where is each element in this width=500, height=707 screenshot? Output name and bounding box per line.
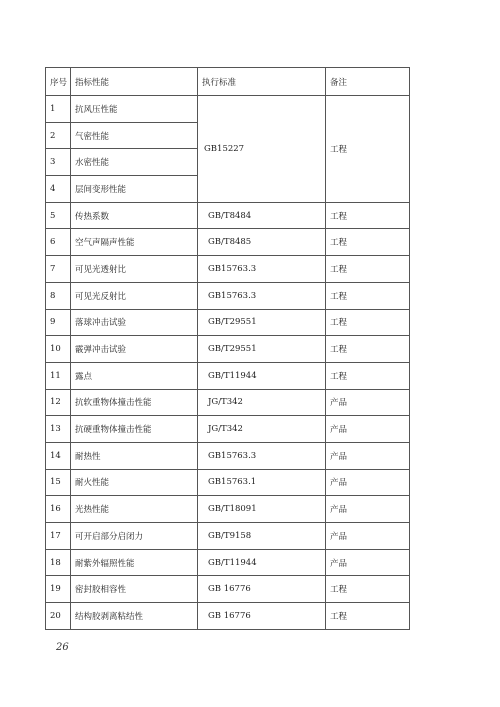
row-remark: 产品 xyxy=(326,389,410,416)
table-row xyxy=(46,549,410,576)
row-standard: GB 16776 xyxy=(198,576,326,603)
row-seq: 17 xyxy=(46,523,71,550)
row-seq: 12 xyxy=(46,389,71,416)
row-indicator: 空气声隔声性能 xyxy=(71,229,198,256)
row-standard: GB 16776 xyxy=(198,603,326,630)
row-standard: GB/T11944 xyxy=(198,362,326,389)
row-remark: 工程 xyxy=(326,256,410,283)
row-seq: 9 xyxy=(46,309,71,336)
row-remark: 工程 xyxy=(326,202,410,229)
row-indicator: 抗风压性能 xyxy=(71,96,198,123)
row-standard: JG/T342 xyxy=(198,389,326,416)
row-remark: 工程 xyxy=(326,362,410,389)
row-seq: 10 xyxy=(46,336,71,363)
row-remark: 产品 xyxy=(326,549,410,576)
row-remark: 工程 xyxy=(326,603,410,630)
row-indicator: 霰弹冲击试验 xyxy=(71,336,198,363)
row-seq: 20 xyxy=(46,603,71,630)
row-seq: 11 xyxy=(46,362,71,389)
row-indicator: 水密性能 xyxy=(71,149,198,176)
row-standard: JG/T342 xyxy=(198,416,326,443)
row-seq: 3 xyxy=(46,149,71,176)
row-remark: 产品 xyxy=(326,523,410,550)
table-row xyxy=(46,336,410,363)
table-row xyxy=(46,469,410,496)
row-seq: 18 xyxy=(46,549,71,576)
row-seq: 14 xyxy=(46,442,71,469)
row-seq: 19 xyxy=(46,576,71,603)
group-standard: GB15227 xyxy=(198,96,326,203)
row-remark: 产品 xyxy=(326,442,410,469)
row-indicator: 光热性能 xyxy=(71,496,198,523)
header-remark: 备注 xyxy=(326,68,410,96)
row-remark: 工程 xyxy=(326,229,410,256)
row-seq: 7 xyxy=(46,256,71,283)
row-indicator: 层间变形性能 xyxy=(71,176,198,203)
table-header-row xyxy=(46,68,410,96)
row-seq: 15 xyxy=(46,469,71,496)
table-row xyxy=(46,96,410,123)
header-indicator: 指标性能 xyxy=(71,68,198,96)
standards-table xyxy=(45,67,410,630)
row-remark: 工程 xyxy=(326,309,410,336)
row-standard: GB/T8485 xyxy=(198,229,326,256)
row-standard: GB/T11944 xyxy=(198,549,326,576)
row-indicator: 结构胶剥离粘结性 xyxy=(71,603,198,630)
row-seq: 4 xyxy=(46,176,71,203)
table-row xyxy=(46,416,410,443)
row-indicator: 落球冲击试验 xyxy=(71,309,198,336)
row-remark: 产品 xyxy=(326,496,410,523)
table-row xyxy=(46,309,410,336)
row-indicator: 传热系数 xyxy=(71,202,198,229)
table-row xyxy=(46,282,410,309)
table-row xyxy=(46,362,410,389)
row-indicator: 耐火性能 xyxy=(71,469,198,496)
row-indicator: 抗软重物体撞击性能 xyxy=(71,389,198,416)
row-indicator: 气密性能 xyxy=(71,122,198,149)
row-standard: GB15763.3 xyxy=(198,282,326,309)
row-standard: GB15763.3 xyxy=(198,442,326,469)
row-indicator: 可见光反射比 xyxy=(71,282,198,309)
row-remark: 工程 xyxy=(326,576,410,603)
header-standard: 执行标准 xyxy=(198,68,326,96)
row-standard: GB/T8484 xyxy=(198,202,326,229)
row-indicator: 耐热性 xyxy=(71,442,198,469)
header-seq: 序号 xyxy=(46,68,71,96)
row-seq: 1 xyxy=(46,96,71,123)
row-seq: 13 xyxy=(46,416,71,443)
row-indicator: 耐紫外辐照性能 xyxy=(71,549,198,576)
table-row xyxy=(46,202,410,229)
table-row xyxy=(46,389,410,416)
row-indicator: 露点 xyxy=(71,362,198,389)
table-row xyxy=(46,442,410,469)
row-indicator: 抗硬重物体撞击性能 xyxy=(71,416,198,443)
row-standard: GB/T18091 xyxy=(198,496,326,523)
page-number: 26 xyxy=(56,642,69,653)
table-row xyxy=(46,603,410,630)
row-standard: GB15763.3 xyxy=(198,256,326,283)
row-seq: 6 xyxy=(46,229,71,256)
row-indicator: 密封胶相容性 xyxy=(71,576,198,603)
table-row xyxy=(46,229,410,256)
row-standard: GB/T9158 xyxy=(198,523,326,550)
table-row xyxy=(46,496,410,523)
row-remark: 产品 xyxy=(326,469,410,496)
row-standard: GB/T29551 xyxy=(198,336,326,363)
row-seq: 8 xyxy=(46,282,71,309)
table-row xyxy=(46,256,410,283)
row-seq: 5 xyxy=(46,202,71,229)
row-standard: GB15763.1 xyxy=(198,469,326,496)
row-indicator: 可见光透射比 xyxy=(71,256,198,283)
row-seq: 2 xyxy=(46,122,71,149)
row-indicator: 可开启部分启闭力 xyxy=(71,523,198,550)
row-standard: GB/T29551 xyxy=(198,309,326,336)
row-remark: 工程 xyxy=(326,336,410,363)
table-row xyxy=(46,576,410,603)
row-seq: 16 xyxy=(46,496,71,523)
table-row xyxy=(46,523,410,550)
row-remark: 工程 xyxy=(326,282,410,309)
row-remark: 产品 xyxy=(326,416,410,443)
group-remark: 工程 xyxy=(326,96,410,203)
